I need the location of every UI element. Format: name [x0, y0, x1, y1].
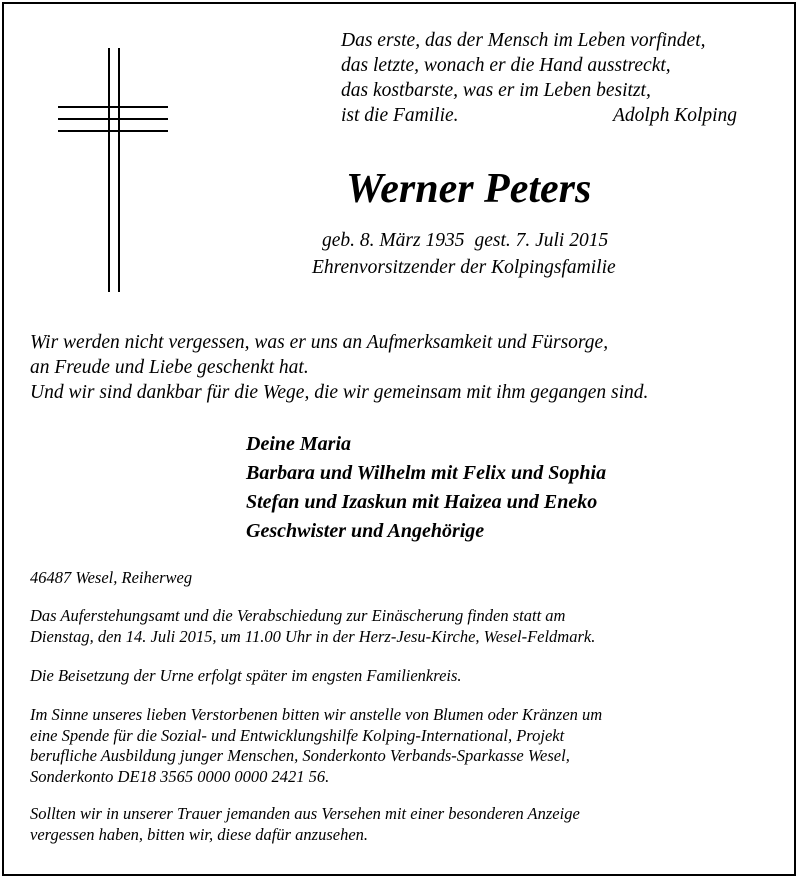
birth-date: geb. 8. März 1935: [322, 230, 465, 251]
quote-author: Adolph Kolping: [613, 105, 738, 126]
apology-line: vergessen haben, bitten wir, diese dafür anzusehen.: [30, 824, 369, 844]
donation-line: eine Spende für die Sozial- und Entwicklungshilfe Kolping-International, Projekt: [30, 725, 565, 745]
donation-line: berufliche Ausbildung junger Menschen, Sonderkonto Verbands-Sparkasse Wesel,: [30, 746, 570, 765]
quote-line: ist die Familie.: [341, 105, 459, 126]
verse-line: Und wir sind dankbar für die Wege, die wir gemeinsam mit ihm gegangen sind.: [30, 382, 649, 403]
apology-line: Sollten wir in unserer Trauer jemanden aus Versehen mit einer besonderen Anzeige: [30, 804, 580, 823]
donation-line: Im Sinne unseres lieben Verstorbenen bitten wir anstelle von Blumen oder Kränzen um: [30, 705, 603, 724]
quote-line: Das erste, das der Mensch im Leben vorfindet,: [341, 30, 706, 51]
cross-icon: [58, 48, 168, 292]
service-line: Das Auferstehungsamt und die Verabschiedung zur Einäscherung finden statt am: [30, 606, 566, 625]
verse-line: an Freude und Liebe geschenkt hat.: [30, 357, 309, 378]
life-dates: [322, 230, 608, 252]
address: 46487 Wesel, Reiherweg: [30, 568, 193, 587]
deceased-name: Werner Peters: [346, 166, 592, 212]
mourner-entry: Deine Maria: [246, 433, 351, 455]
donation-request: [30, 705, 602, 787]
memorial-verse: [30, 330, 648, 405]
verse-line: Wir werden nicht vergessen, was er uns an Aufmerksamkeit und Fürsorge,: [30, 332, 609, 353]
mourner-entry: Stefan und Izaskun mit Haizea und Eneko: [246, 491, 598, 513]
apology-note: [30, 804, 580, 845]
donation-line: Sonderkonto DE18 3565 0000 0000 2421 56.: [30, 766, 330, 786]
burial-info: Die Beisetzung der Urne erfolgt später im engsten Familienkreis.: [30, 666, 462, 685]
quote-line: das letzte, wonach er die Hand ausstreckt,: [341, 55, 671, 76]
kolping-quote: [341, 28, 738, 128]
mourners-list: [246, 430, 606, 546]
deceased-role: Ehrenvorsitzender der Kolpingsfamilie: [312, 257, 616, 278]
service-info: [30, 606, 595, 647]
service-line: Dienstag, den 14. Juli 2015, um 11.00 Uhr in der Herz-Jesu-Kirche, Wesel-Feldmark.: [30, 626, 596, 646]
death-date: gest. 7. Juli 2015: [474, 230, 609, 251]
mourner-entry: Geschwister und Angehörige: [246, 520, 485, 542]
mourner-entry: Barbara und Wilhelm mit Felix und Sophia: [246, 462, 607, 484]
quote-line: das kostbarste, was er im Leben besitzt,: [341, 80, 651, 101]
